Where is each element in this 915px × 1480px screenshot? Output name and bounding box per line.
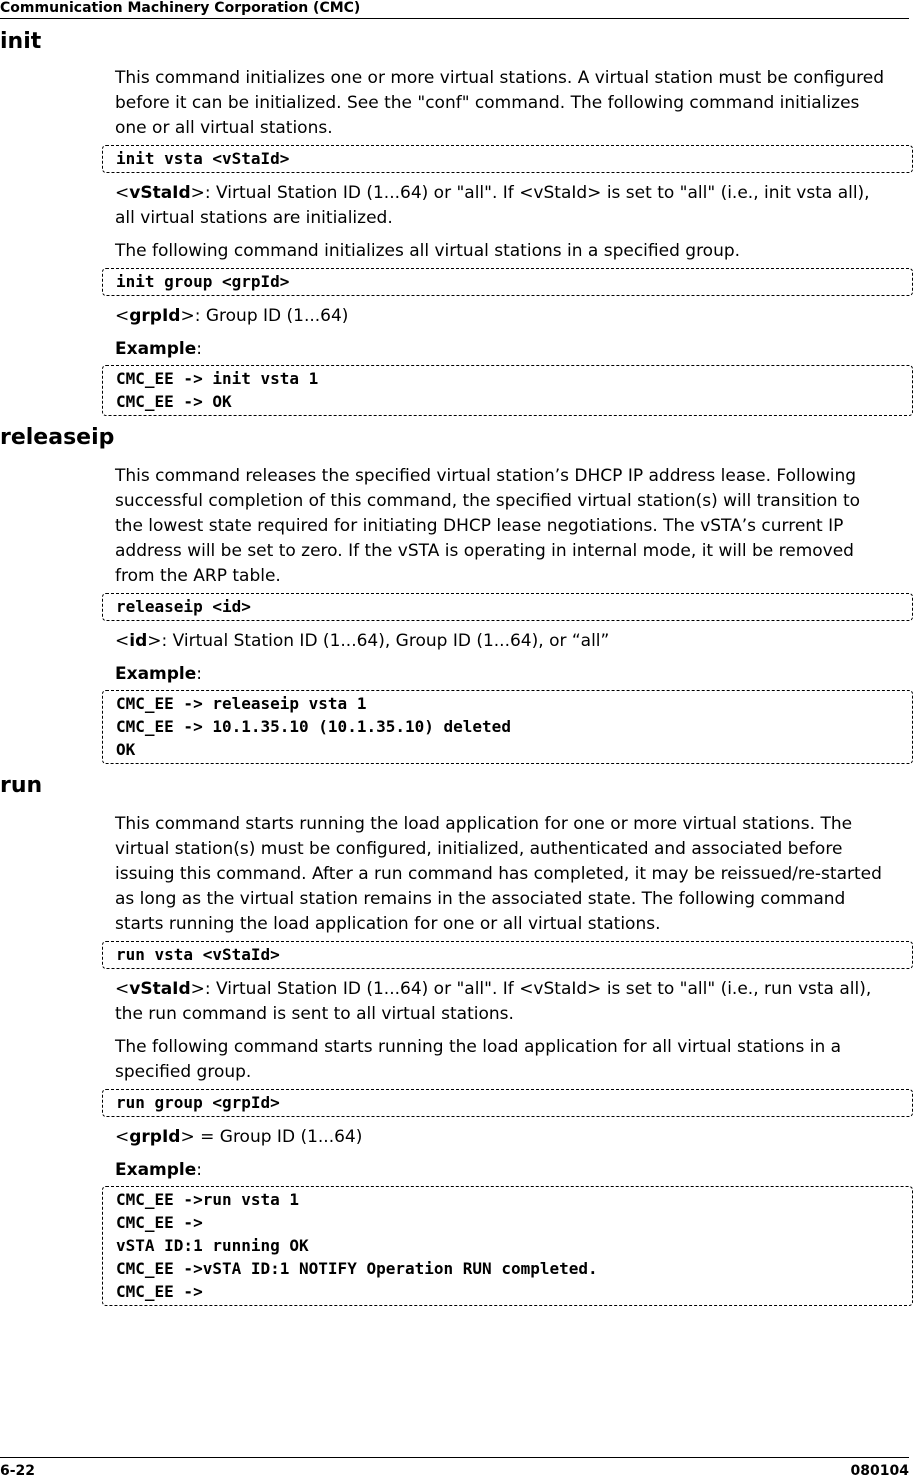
section-run (0, 772, 915, 1306)
param-name: id (129, 631, 148, 651)
releaseip-description: This command releases the specified virtual station’s DHCP IP address lease. Following successful completion of this command, the specified virtual station(s) will transition to the lowest state required for initiating DHCP lease negotiations. The vSTA’s current IP address will be set to zero. If the vSTA is operating in internal mode, it will be removed from the ARP table. (115, 466, 861, 586)
code-line: CMC_EE -> init vsta 1 (116, 369, 319, 388)
init-vsta-syntax (102, 145, 913, 173)
section-releaseip (0, 424, 915, 764)
code-line: CMC_EE -> (116, 1282, 203, 1301)
param-text: : Virtual Station ID (1...64), Group ID (1...64), or “all” (161, 631, 610, 651)
init-group-param: <grpId>: Group ID (1...64) (115, 306, 349, 326)
param-text: : Virtual Station ID (1...64) or "all". If <vStaId> is set to "all" (i.e., init vsta all), all virtual stations are initialized. (115, 183, 870, 228)
param-name: grpId (129, 1127, 181, 1147)
page-footer (0, 1463, 909, 1479)
code-line: CMC_EE -> releaseip vsta 1 (116, 694, 367, 713)
header-title: Communication Machinery Corporation (CMC) (0, 0, 361, 16)
releaseip-example-label: Example: (115, 664, 203, 684)
code-line: init vsta <vStaId> (116, 149, 290, 168)
code-line: OK (116, 740, 136, 759)
init-description: This command initializes one or more virtual stations. A virtual station must be configured before it can be initialized. See the "conf" command. The following command initializes one or all virtual stations. (115, 68, 884, 138)
run-group-syntax (102, 1089, 913, 1117)
param-name: vStaId (129, 979, 191, 999)
run-group-param: <grpId> = Group ID (1...64) (115, 1127, 363, 1147)
run-example-label: Example: (115, 1160, 203, 1180)
document-body (0, 28, 915, 1314)
code-line: CMC_EE -> OK (116, 392, 232, 411)
run-group-description: The following command starts running the load application for all virtual stations in a specified group. (115, 1037, 842, 1082)
example-label: Example (115, 664, 197, 684)
document-number: 080104 (850, 1463, 909, 1479)
init-group-syntax (102, 268, 913, 296)
run-vsta-syntax (102, 941, 913, 969)
code-line: CMC_EE -> (116, 1213, 203, 1232)
code-line: CMC_EE ->run vsta 1 (116, 1190, 300, 1209)
code-line: CMC_EE -> 10.1.35.10 (10.1.35.10) deleted (116, 717, 511, 736)
releaseip-example-code (102, 690, 913, 764)
param-name: vStaId (129, 183, 191, 203)
run-description: This command starts running the load application for one or more virtual stations. The virtual station(s) must be configured, initialized, authenticated and associated before issuing this command. After a run command has completed, it may be reissued/re-started as long as the virtual station remains in the associated state. The following command starts running the load application for one or all virtual stations. (115, 814, 882, 934)
section-init (0, 28, 915, 416)
param-text: : Group ID (1...64) (194, 306, 349, 326)
init-group-description: The following command initializes all virtual stations in a specified group. (115, 241, 741, 261)
example-label: Example (115, 339, 197, 359)
code-line: init group <grpId> (116, 272, 290, 291)
run-vsta-param: <vStaId>: Virtual Station ID (1...64) or "all". If <vStaId> is set to "all" (i.e., run vsta all), the run command is sent to all virtual stations. (115, 979, 872, 1024)
releaseip-syntax (102, 593, 913, 621)
footer-rule (0, 1457, 909, 1458)
code-line: releaseip <id> (116, 597, 251, 616)
code-line: vSTA ID:1 running OK (116, 1236, 309, 1255)
param-text: = Group ID (1...64) (194, 1127, 363, 1147)
page-header (0, 0, 909, 19)
code-line: run vsta <vStaId> (116, 945, 280, 964)
init-example-label: Example: (115, 339, 203, 359)
code-line: run group <grpId> (116, 1093, 280, 1112)
init-vsta-param: <vStaId>: Virtual Station ID (1...64) or "all". If <vStaId> is set to "all" (i.e., init vsta all), all virtual stations are initialized. (115, 183, 870, 228)
param-name: grpId (129, 306, 181, 326)
init-example-code (102, 365, 913, 416)
code-line: CMC_EE ->vSTA ID:1 NOTIFY Operation RUN completed. (116, 1259, 598, 1278)
releaseip-param: <id>: Virtual Station ID (1...64), Group ID (1...64), or “all” (115, 631, 610, 651)
section-title-init: init (0, 29, 42, 54)
example-label: Example (115, 1160, 197, 1180)
run-example-code (102, 1186, 913, 1306)
section-title-releaseip: releaseip (0, 425, 115, 450)
page-number: 6-22 (0, 1463, 36, 1479)
param-text: : Virtual Station ID (1...64) or "all". If <vStaId> is set to "all" (i.e., run vsta all), the run command is sent to all virtual stations. (115, 979, 872, 1024)
section-title-run: run (0, 773, 43, 798)
